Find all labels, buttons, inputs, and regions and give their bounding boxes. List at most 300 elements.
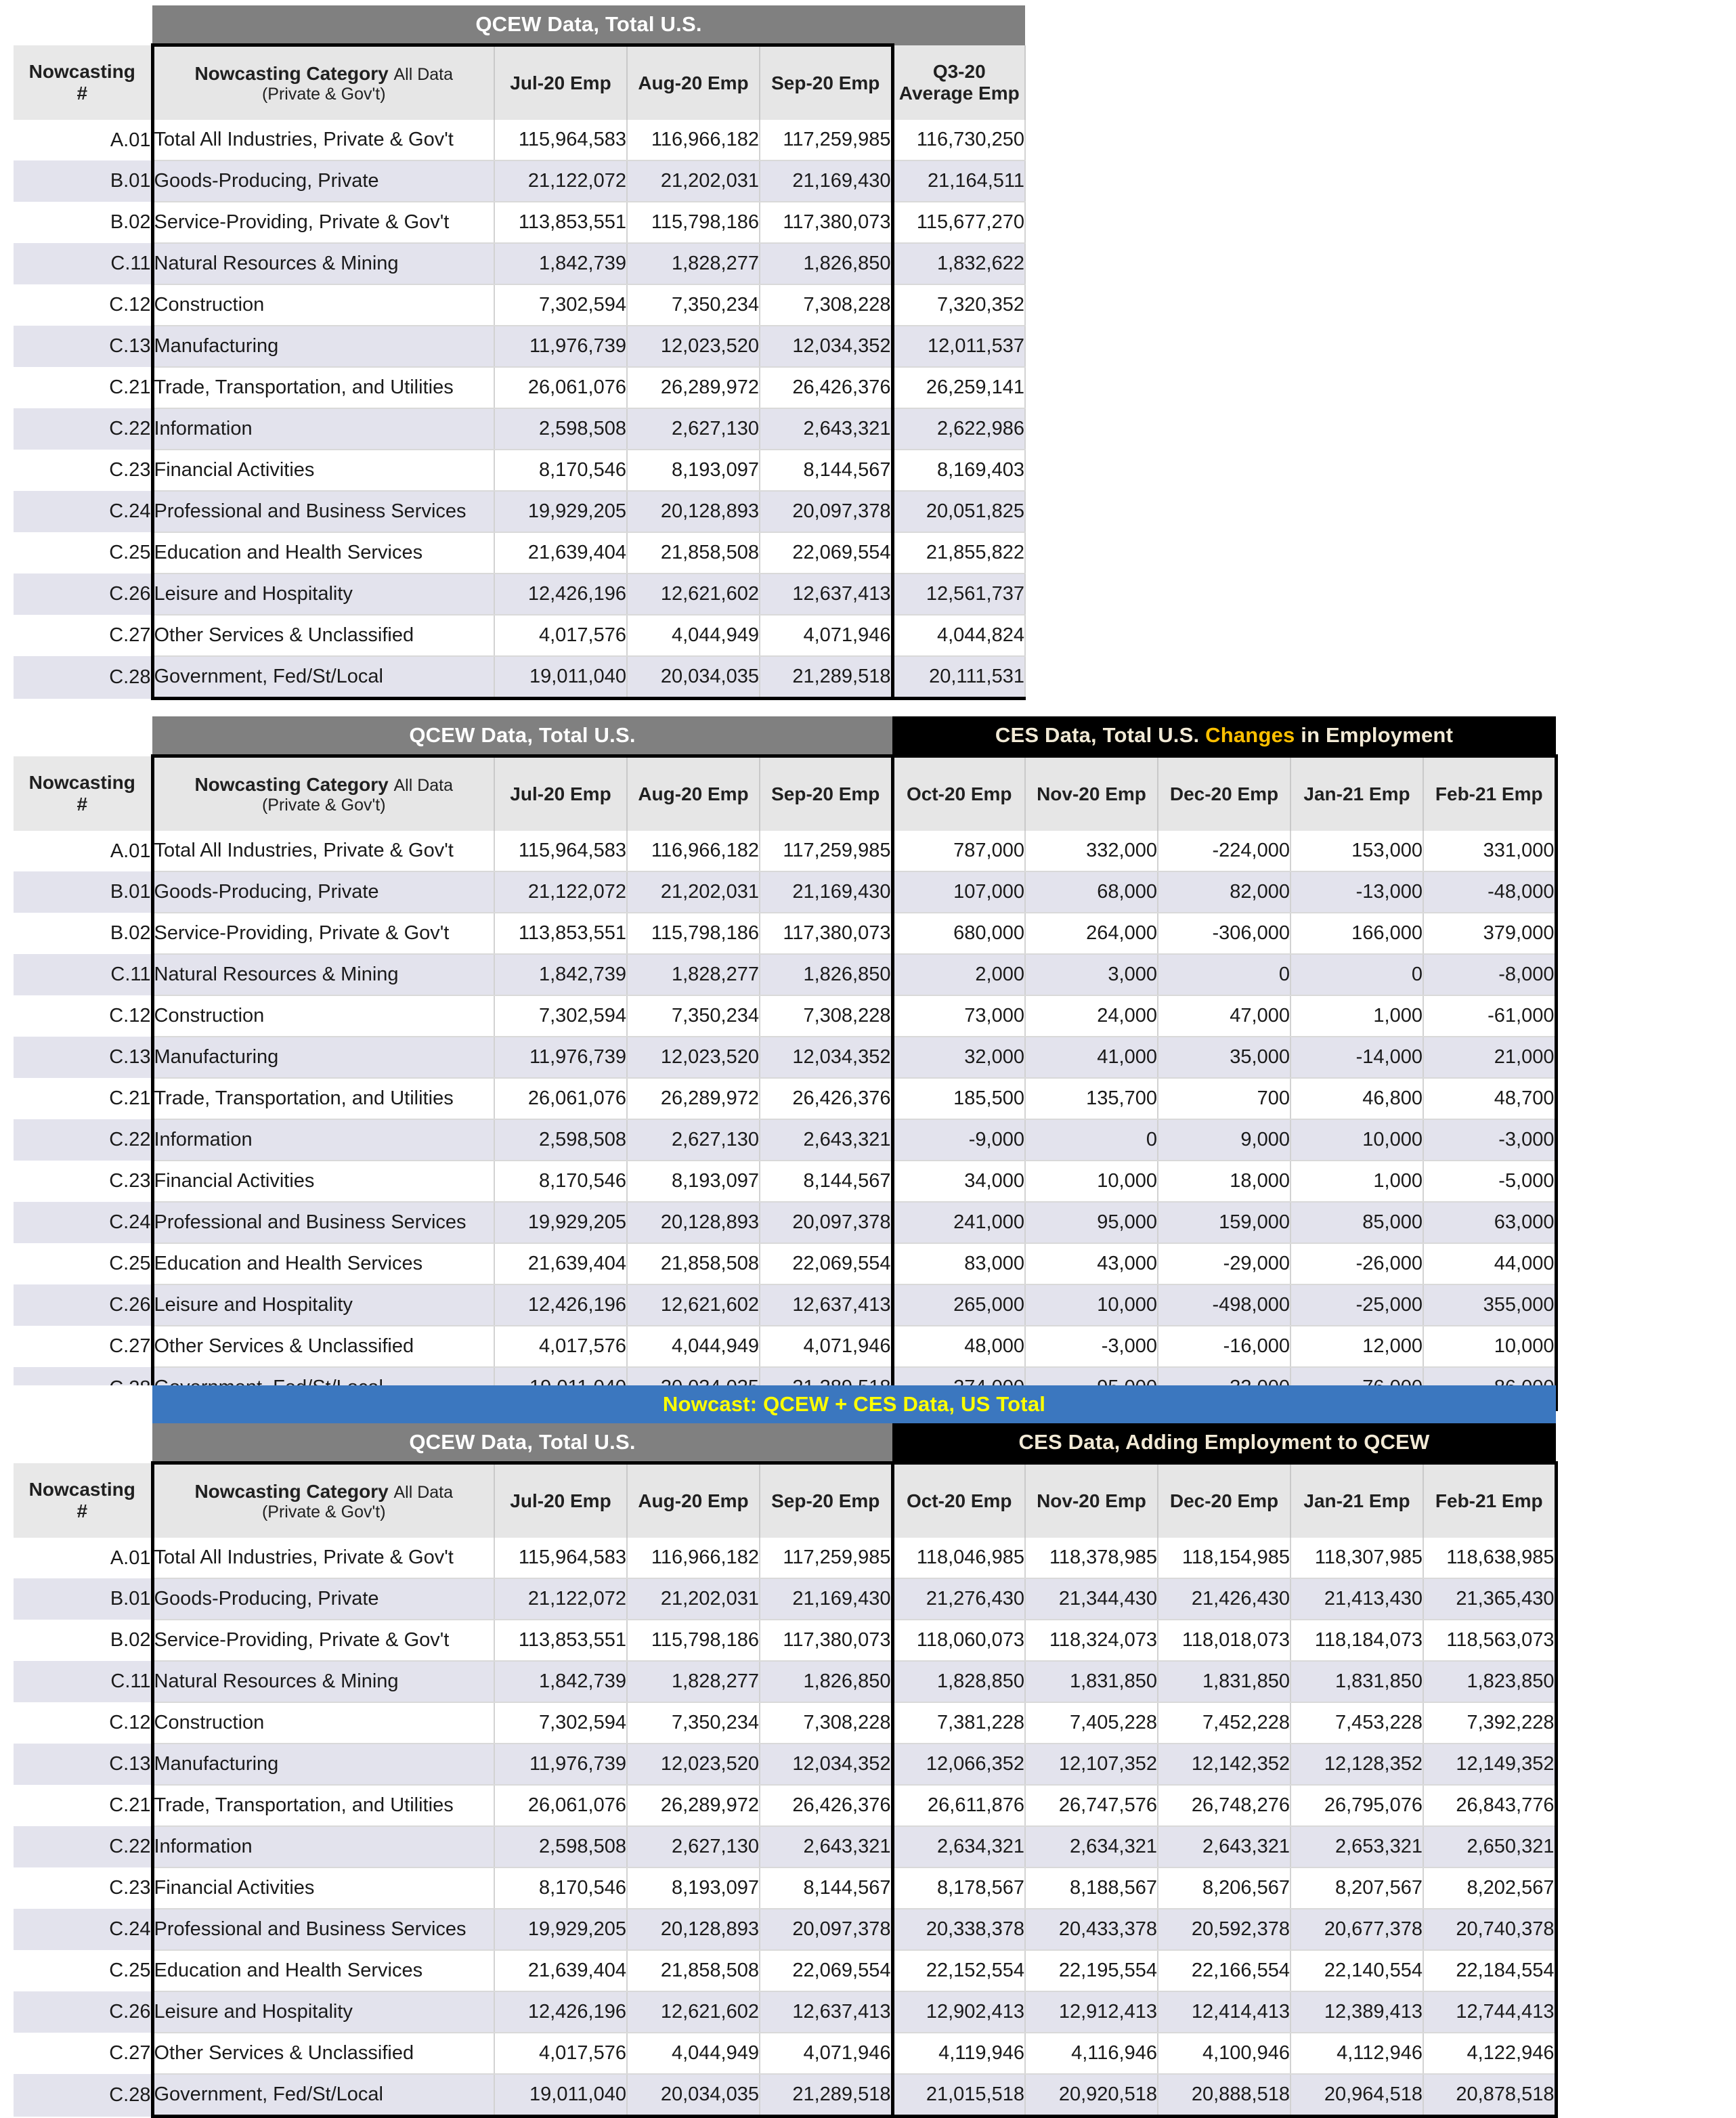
cell-dec20-ces-change: 700 bbox=[1158, 1078, 1290, 1119]
cell-aug20-emp: 20,128,893 bbox=[627, 1909, 760, 1950]
row-nowcasting-number: C.25 bbox=[14, 532, 152, 574]
cell-dec20-ces-change: -29,000 bbox=[1158, 1243, 1290, 1284]
banner-spacer-left bbox=[14, 5, 152, 45]
cell-jul20-emp: 19,011,040 bbox=[494, 656, 627, 699]
cell-sep20-emp: 21,289,518 bbox=[760, 656, 892, 699]
row-category-label: Education and Health Services bbox=[152, 1950, 494, 1991]
cell-oct20-nowcast-emp: 12,902,413 bbox=[892, 1991, 1025, 2033]
table-row bbox=[14, 1702, 1556, 1744]
cell-nov20-ces-change: 10,000 bbox=[1025, 1284, 1158, 1326]
cell-jul20-emp: 11,976,739 bbox=[494, 1037, 627, 1078]
cell-dec20-nowcast-emp: 4,100,946 bbox=[1158, 2033, 1290, 2074]
cell-feb21-nowcast-emp: 1,823,850 bbox=[1423, 1661, 1556, 1702]
cell-dec20-nowcast-emp: 8,206,567 bbox=[1158, 1867, 1290, 1909]
cell-dec20-nowcast-emp: 12,414,413 bbox=[1158, 1991, 1290, 2033]
cell-sep20-emp: 26,426,376 bbox=[760, 1785, 892, 1826]
cell-sep20-emp: 12,034,352 bbox=[760, 1744, 892, 1785]
cell-oct20-ces-change: 73,000 bbox=[892, 995, 1025, 1037]
cell-feb21-nowcast-emp: 118,563,073 bbox=[1423, 1620, 1556, 1661]
cell-oct20-ces-change: 32,000 bbox=[892, 1037, 1025, 1078]
table-1-qcew-q3 bbox=[14, 5, 1026, 700]
table-row bbox=[14, 1161, 1556, 1202]
row-category-label: Leisure and Hospitality bbox=[152, 1991, 494, 2033]
row-category-label: Goods-Producing, Private bbox=[152, 871, 494, 913]
header-feb21-3: Feb-21 Emp bbox=[1423, 1463, 1556, 1538]
table-1-body bbox=[14, 120, 1025, 699]
table-row bbox=[14, 243, 1025, 284]
cell-jul20-emp: 113,853,551 bbox=[494, 1620, 627, 1661]
cell-oct20-nowcast-emp: 21,276,430 bbox=[892, 1578, 1025, 1620]
cell-jan21-ces-change: -14,000 bbox=[1290, 1037, 1423, 1078]
cell-oct20-nowcast-emp: 118,060,073 bbox=[892, 1620, 1025, 1661]
cell-jul20-emp: 7,302,594 bbox=[494, 995, 627, 1037]
cell-jan21-ces-change: -13,000 bbox=[1290, 871, 1423, 913]
row-category-label: Service-Providing, Private & Gov't bbox=[152, 1620, 494, 1661]
cell-sep20-emp: 1,826,850 bbox=[760, 243, 892, 284]
cell-nov20-nowcast-emp: 2,634,321 bbox=[1025, 1826, 1158, 1867]
row-nowcasting-number: B.02 bbox=[14, 913, 152, 954]
cell-sep20-emp: 7,308,228 bbox=[760, 1702, 892, 1744]
row-category-label: Service-Providing, Private & Gov't bbox=[152, 202, 494, 243]
header-nowcasting-line2-3: # bbox=[77, 1500, 88, 1521]
header-nowcasting-number-2 bbox=[14, 756, 152, 831]
cell-jul20-emp: 12,426,196 bbox=[494, 1991, 627, 2033]
cell-nov20-ces-change: 264,000 bbox=[1025, 913, 1158, 954]
table-2-header-row bbox=[14, 756, 1556, 831]
cell-dec20-ces-change: 47,000 bbox=[1158, 995, 1290, 1037]
cell-feb21-ces-change: 331,000 bbox=[1423, 831, 1556, 871]
header-nowcasting-number-3 bbox=[14, 1463, 152, 1538]
cell-sep20-emp: 2,643,321 bbox=[760, 1119, 892, 1161]
table-row bbox=[14, 656, 1025, 699]
table-row bbox=[14, 1744, 1556, 1785]
cell-dec20-nowcast-emp: 118,154,985 bbox=[1158, 1538, 1290, 1578]
header-category-bold: Nowcasting Category bbox=[194, 62, 389, 84]
cell-nov20-ces-change: 10,000 bbox=[1025, 1161, 1158, 1202]
row-nowcasting-number: C.24 bbox=[14, 1909, 152, 1950]
cell-dec20-ces-change: -16,000 bbox=[1158, 1326, 1290, 1367]
cell-oct20-nowcast-emp: 2,634,321 bbox=[892, 1826, 1025, 1867]
cell-sep20-emp: 117,380,073 bbox=[760, 913, 892, 954]
table-row bbox=[14, 995, 1556, 1037]
table-3-banner-qcew: QCEW Data, Total U.S. bbox=[152, 1423, 892, 1463]
cell-nov20-ces-change: 41,000 bbox=[1025, 1037, 1158, 1078]
cell-jul20-emp: 2,598,508 bbox=[494, 408, 627, 450]
header-dec20-3: Dec-20 Emp bbox=[1158, 1463, 1290, 1538]
row-category-label: Natural Resources & Mining bbox=[152, 954, 494, 995]
table-2 bbox=[14, 716, 1558, 1411]
cell-feb21-ces-change: 355,000 bbox=[1423, 1284, 1556, 1326]
table-row bbox=[14, 1326, 1556, 1367]
cell-feb21-nowcast-emp: 4,122,946 bbox=[1423, 2033, 1556, 2074]
cell-feb21-ces-change: 21,000 bbox=[1423, 1037, 1556, 1078]
row-category-label: Financial Activities bbox=[152, 1867, 494, 1909]
cell-jan21-ces-change: 85,000 bbox=[1290, 1202, 1423, 1243]
cell-dec20-ces-change: 0 bbox=[1158, 954, 1290, 995]
cell-nov20-ces-change: -3,000 bbox=[1025, 1326, 1158, 1367]
cell-sep20-emp: 12,637,413 bbox=[760, 1284, 892, 1326]
cell-jan21-ces-change: 1,000 bbox=[1290, 995, 1423, 1037]
cell-nov20-nowcast-emp: 4,116,946 bbox=[1025, 2033, 1158, 2074]
cell-q3-average-emp: 8,169,403 bbox=[892, 450, 1025, 491]
cell-jan21-nowcast-emp: 12,128,352 bbox=[1290, 1744, 1423, 1785]
cell-q3-average-emp: 1,832,622 bbox=[892, 243, 1025, 284]
row-nowcasting-number: C.28 bbox=[14, 2074, 152, 2117]
table-3-banner-ces: CES Data, Adding Employment to QCEW bbox=[892, 1423, 1556, 1463]
cell-aug20-emp: 20,034,035 bbox=[627, 656, 760, 699]
cell-jul20-emp: 19,929,205 bbox=[494, 1909, 627, 1950]
cell-aug20-emp: 2,627,130 bbox=[627, 408, 760, 450]
cell-oct20-ces-change: 265,000 bbox=[892, 1284, 1025, 1326]
cell-sep20-emp: 26,426,376 bbox=[760, 367, 892, 408]
cell-jul20-emp: 21,122,072 bbox=[494, 871, 627, 913]
table-3-banner-row bbox=[14, 1423, 1556, 1463]
cell-nov20-ces-change: 43,000 bbox=[1025, 1243, 1158, 1284]
cell-aug20-emp: 21,858,508 bbox=[627, 1950, 760, 1991]
header-oct20-2: Oct-20 Emp bbox=[892, 756, 1025, 831]
row-nowcasting-number: C.12 bbox=[14, 284, 152, 326]
table-row bbox=[14, 1243, 1556, 1284]
table-row bbox=[14, 831, 1556, 871]
cell-oct20-ces-change: 2,000 bbox=[892, 954, 1025, 995]
row-nowcasting-number: A.01 bbox=[14, 1538, 152, 1578]
row-nowcasting-number: C.11 bbox=[14, 1661, 152, 1702]
table-row bbox=[14, 284, 1025, 326]
cell-q3-average-emp: 21,855,822 bbox=[892, 532, 1025, 574]
header-q3-average bbox=[892, 45, 1025, 121]
cell-dec20-ces-change: -306,000 bbox=[1158, 913, 1290, 954]
cell-q3-average-emp: 4,044,824 bbox=[892, 615, 1025, 656]
cell-feb21-nowcast-emp: 118,638,985 bbox=[1423, 1538, 1556, 1578]
cell-oct20-ces-change: 34,000 bbox=[892, 1161, 1025, 1202]
cell-nov20-nowcast-emp: 7,405,228 bbox=[1025, 1702, 1158, 1744]
cell-jul20-emp: 2,598,508 bbox=[494, 1826, 627, 1867]
cell-q3-average-emp: 12,011,537 bbox=[892, 326, 1025, 367]
cell-oct20-ces-change: 83,000 bbox=[892, 1243, 1025, 1284]
cell-aug20-emp: 115,798,186 bbox=[627, 913, 760, 954]
cell-feb21-ces-change: -8,000 bbox=[1423, 954, 1556, 995]
cell-sep20-emp: 2,643,321 bbox=[760, 1826, 892, 1867]
row-nowcasting-number: C.24 bbox=[14, 1202, 152, 1243]
cell-aug20-emp: 12,023,520 bbox=[627, 326, 760, 367]
row-nowcasting-number: B.01 bbox=[14, 871, 152, 913]
table-row bbox=[14, 1909, 1556, 1950]
cell-oct20-nowcast-emp: 12,066,352 bbox=[892, 1744, 1025, 1785]
row-nowcasting-number: C.11 bbox=[14, 243, 152, 284]
table-1 bbox=[14, 5, 1026, 700]
header-aug20: Aug-20 Emp bbox=[627, 45, 760, 121]
cell-jan21-ces-change: -25,000 bbox=[1290, 1284, 1423, 1326]
table-row bbox=[14, 160, 1025, 202]
cell-feb21-nowcast-emp: 21,365,430 bbox=[1423, 1578, 1556, 1620]
header-category-thin-2: All Data bbox=[393, 775, 454, 795]
row-category-label: Service-Providing, Private & Gov't bbox=[152, 913, 494, 954]
cell-aug20-emp: 20,128,893 bbox=[627, 1202, 760, 1243]
cell-jul20-emp: 21,122,072 bbox=[494, 160, 627, 202]
cell-oct20-nowcast-emp: 22,152,554 bbox=[892, 1950, 1025, 1991]
cell-aug20-emp: 1,828,277 bbox=[627, 243, 760, 284]
cell-aug20-emp: 21,202,031 bbox=[627, 1578, 760, 1620]
row-nowcasting-number: C.12 bbox=[14, 995, 152, 1037]
table-row bbox=[14, 450, 1025, 491]
row-nowcasting-number: C.21 bbox=[14, 367, 152, 408]
cell-jan21-ces-change: 1,000 bbox=[1290, 1161, 1423, 1202]
row-nowcasting-number: B.01 bbox=[14, 1578, 152, 1620]
cell-sep20-emp: 12,637,413 bbox=[760, 574, 892, 615]
cell-jul20-emp: 8,170,546 bbox=[494, 450, 627, 491]
cell-sep20-emp: 4,071,946 bbox=[760, 1326, 892, 1367]
header-category-bold-3: Nowcasting Category bbox=[194, 1480, 389, 1502]
cell-feb21-ces-change: -61,000 bbox=[1423, 995, 1556, 1037]
cell-dec20-ces-change: -498,000 bbox=[1158, 1284, 1290, 1326]
header-nov20-3: Nov-20 Emp bbox=[1025, 1463, 1158, 1538]
row-category-label: Other Services & Unclassified bbox=[152, 1326, 494, 1367]
cell-feb21-nowcast-emp: 20,740,378 bbox=[1423, 1909, 1556, 1950]
table-row bbox=[14, 615, 1025, 656]
table-row bbox=[14, 2074, 1556, 2117]
row-category-label: Government, Fed/St/Local bbox=[152, 656, 494, 699]
row-nowcasting-number: C.13 bbox=[14, 1037, 152, 1078]
cell-feb21-ces-change: -5,000 bbox=[1423, 1161, 1556, 1202]
table-3-title-banner: Nowcast: QCEW + CES Data, US Total bbox=[152, 1385, 1556, 1423]
table-1-header-row bbox=[14, 45, 1025, 121]
cell-jan21-nowcast-emp: 8,207,567 bbox=[1290, 1867, 1423, 1909]
table-row bbox=[14, 120, 1025, 160]
row-category-label: Education and Health Services bbox=[152, 532, 494, 574]
cell-dec20-nowcast-emp: 22,166,554 bbox=[1158, 1950, 1290, 1991]
cell-oct20-nowcast-emp: 8,178,567 bbox=[892, 1867, 1025, 1909]
table-row bbox=[14, 1119, 1556, 1161]
cell-q3-average-emp: 12,561,737 bbox=[892, 574, 1025, 615]
header-aug20-2: Aug-20 Emp bbox=[627, 756, 760, 831]
row-nowcasting-number: C.13 bbox=[14, 1744, 152, 1785]
cell-jan21-ces-change: 46,800 bbox=[1290, 1078, 1423, 1119]
cell-aug20-emp: 8,193,097 bbox=[627, 450, 760, 491]
header-category-3 bbox=[152, 1463, 494, 1538]
cell-q3-average-emp: 7,320,352 bbox=[892, 284, 1025, 326]
cell-aug20-emp: 12,023,520 bbox=[627, 1744, 760, 1785]
cell-sep20-emp: 22,069,554 bbox=[760, 532, 892, 574]
cell-jul20-emp: 115,964,583 bbox=[494, 831, 627, 871]
cell-jan21-nowcast-emp: 12,389,413 bbox=[1290, 1991, 1423, 2033]
cell-jan21-ces-change: 0 bbox=[1290, 954, 1423, 995]
row-nowcasting-number: C.22 bbox=[14, 1119, 152, 1161]
row-category-label: Information bbox=[152, 408, 494, 450]
cell-sep20-emp: 117,259,985 bbox=[760, 120, 892, 160]
cell-sep20-emp: 1,826,850 bbox=[760, 954, 892, 995]
row-nowcasting-number: C.26 bbox=[14, 574, 152, 615]
cell-sep20-emp: 20,097,378 bbox=[760, 1909, 892, 1950]
cell-dec20-ces-change: 82,000 bbox=[1158, 871, 1290, 913]
row-nowcasting-number: C.22 bbox=[14, 1826, 152, 1867]
cell-sep20-emp: 117,259,985 bbox=[760, 1538, 892, 1578]
cell-aug20-emp: 21,202,031 bbox=[627, 160, 760, 202]
table-2-qcew-ces-changes bbox=[14, 716, 1558, 1411]
table-2-banner-ces-part1: CES Data, Total U.S. bbox=[995, 723, 1200, 747]
cell-nov20-nowcast-emp: 12,912,413 bbox=[1025, 1991, 1158, 2033]
cell-sep20-emp: 117,259,985 bbox=[760, 831, 892, 871]
cell-jan21-nowcast-emp: 20,677,378 bbox=[1290, 1909, 1423, 1950]
table-row bbox=[14, 913, 1556, 954]
header-jan21-3: Jan-21 Emp bbox=[1290, 1463, 1423, 1538]
banner-spacer-left-3b bbox=[14, 1423, 152, 1463]
cell-oct20-ces-change: 680,000 bbox=[892, 913, 1025, 954]
cell-sep20-emp: 21,289,518 bbox=[760, 2074, 892, 2117]
cell-feb21-nowcast-emp: 8,202,567 bbox=[1423, 1867, 1556, 1909]
cell-jan21-ces-change: 10,000 bbox=[1290, 1119, 1423, 1161]
row-category-label: Manufacturing bbox=[152, 326, 494, 367]
row-category-label: Trade, Transportation, and Utilities bbox=[152, 367, 494, 408]
cell-sep20-emp: 7,308,228 bbox=[760, 995, 892, 1037]
cell-feb21-ces-change: 44,000 bbox=[1423, 1243, 1556, 1284]
cell-dec20-ces-change: 9,000 bbox=[1158, 1119, 1290, 1161]
cell-feb21-ces-change: 10,000 bbox=[1423, 1326, 1556, 1367]
cell-aug20-emp: 2,627,130 bbox=[627, 1119, 760, 1161]
header-nowcasting-line2-2: # bbox=[77, 793, 88, 815]
cell-oct20-nowcast-emp: 1,828,850 bbox=[892, 1661, 1025, 1702]
table-2-banner-ces-changes: Changes bbox=[1205, 723, 1295, 747]
row-nowcasting-number: C.27 bbox=[14, 1326, 152, 1367]
header-nowcasting-line1: Nowcasting bbox=[28, 60, 135, 82]
cell-aug20-emp: 20,034,035 bbox=[627, 2074, 760, 2117]
cell-jan21-nowcast-emp: 7,453,228 bbox=[1290, 1702, 1423, 1744]
cell-jul20-emp: 12,426,196 bbox=[494, 1284, 627, 1326]
row-category-label: Construction bbox=[152, 995, 494, 1037]
cell-sep20-emp: 21,169,430 bbox=[760, 160, 892, 202]
cell-dec20-nowcast-emp: 26,748,276 bbox=[1158, 1785, 1290, 1826]
table-row bbox=[14, 1037, 1556, 1078]
header-category-sub: (Private & Gov't) bbox=[261, 84, 386, 104]
cell-jul20-emp: 7,302,594 bbox=[494, 1702, 627, 1744]
cell-jan21-nowcast-emp: 2,653,321 bbox=[1290, 1826, 1423, 1867]
table-row bbox=[14, 1078, 1556, 1119]
cell-oct20-nowcast-emp: 20,338,378 bbox=[892, 1909, 1025, 1950]
cell-jan21-ces-change: -26,000 bbox=[1290, 1243, 1423, 1284]
cell-aug20-emp: 12,621,602 bbox=[627, 1284, 760, 1326]
table-row bbox=[14, 871, 1556, 913]
header-oct20-3: Oct-20 Emp bbox=[892, 1463, 1025, 1538]
row-nowcasting-number: C.23 bbox=[14, 1867, 152, 1909]
header-category-sub-3: (Private & Gov't) bbox=[261, 1502, 386, 1521]
cell-aug20-emp: 12,621,602 bbox=[627, 1991, 760, 2033]
table-1-banner-row bbox=[14, 5, 1025, 45]
table-3-nowcast bbox=[14, 1385, 1558, 2118]
cell-aug20-emp: 26,289,972 bbox=[627, 367, 760, 408]
cell-sep20-emp: 26,426,376 bbox=[760, 1078, 892, 1119]
row-category-label: Financial Activities bbox=[152, 1161, 494, 1202]
cell-jan21-nowcast-emp: 22,140,554 bbox=[1290, 1950, 1423, 1991]
cell-aug20-emp: 4,044,949 bbox=[627, 615, 760, 656]
cell-nov20-ces-change: 3,000 bbox=[1025, 954, 1158, 995]
cell-dec20-ces-change: 35,000 bbox=[1158, 1037, 1290, 1078]
table-row bbox=[14, 367, 1025, 408]
table-row bbox=[14, 1284, 1556, 1326]
table-row bbox=[14, 491, 1025, 532]
table-row bbox=[14, 2033, 1556, 2074]
cell-aug20-emp: 1,828,277 bbox=[627, 954, 760, 995]
cell-jan21-nowcast-emp: 21,413,430 bbox=[1290, 1578, 1423, 1620]
header-jul20-2: Jul-20 Emp bbox=[494, 756, 627, 831]
cell-jul20-emp: 4,017,576 bbox=[494, 615, 627, 656]
cell-nov20-nowcast-emp: 118,378,985 bbox=[1025, 1538, 1158, 1578]
row-nowcasting-number: C.27 bbox=[14, 615, 152, 656]
cell-feb21-ces-change: 63,000 bbox=[1423, 1202, 1556, 1243]
table-row bbox=[14, 1620, 1556, 1661]
cell-sep20-emp: 20,097,378 bbox=[760, 1202, 892, 1243]
row-category-label: Construction bbox=[152, 1702, 494, 1744]
cell-jul20-emp: 21,122,072 bbox=[494, 1578, 627, 1620]
row-nowcasting-number: C.21 bbox=[14, 1078, 152, 1119]
row-category-label: Other Services & Unclassified bbox=[152, 2033, 494, 2074]
cell-sep20-emp: 22,069,554 bbox=[760, 1243, 892, 1284]
cell-jan21-ces-change: 166,000 bbox=[1290, 913, 1423, 954]
table-row bbox=[14, 1538, 1556, 1578]
row-nowcasting-number: B.02 bbox=[14, 202, 152, 243]
cell-oct20-ces-change: 107,000 bbox=[892, 871, 1025, 913]
row-category-label: Total All Industries, Private & Gov't bbox=[152, 831, 494, 871]
row-category-label: Goods-Producing, Private bbox=[152, 1578, 494, 1620]
cell-q3-average-emp: 2,622,986 bbox=[892, 408, 1025, 450]
row-category-label: Other Services & Unclassified bbox=[152, 615, 494, 656]
header-category-2 bbox=[152, 756, 494, 831]
row-category-label: Trade, Transportation, and Utilities bbox=[152, 1078, 494, 1119]
cell-feb21-nowcast-emp: 7,392,228 bbox=[1423, 1702, 1556, 1744]
cell-aug20-emp: 21,858,508 bbox=[627, 1243, 760, 1284]
cell-dec20-nowcast-emp: 7,452,228 bbox=[1158, 1702, 1290, 1744]
cell-nov20-nowcast-emp: 118,324,073 bbox=[1025, 1620, 1158, 1661]
row-nowcasting-number: C.28 bbox=[14, 656, 152, 699]
cell-sep20-emp: 12,034,352 bbox=[760, 1037, 892, 1078]
cell-jul20-emp: 11,976,739 bbox=[494, 1744, 627, 1785]
cell-feb21-nowcast-emp: 22,184,554 bbox=[1423, 1950, 1556, 1991]
cell-aug20-emp: 26,289,972 bbox=[627, 1785, 760, 1826]
table-row bbox=[14, 408, 1025, 450]
row-nowcasting-number: C.25 bbox=[14, 1243, 152, 1284]
cell-dec20-nowcast-emp: 2,643,321 bbox=[1158, 1826, 1290, 1867]
table-3-body bbox=[14, 1538, 1556, 2117]
row-nowcasting-number: C.24 bbox=[14, 491, 152, 532]
row-category-label: Professional and Business Services bbox=[152, 491, 494, 532]
cell-oct20-ces-change: 185,500 bbox=[892, 1078, 1025, 1119]
cell-aug20-emp: 2,627,130 bbox=[627, 1826, 760, 1867]
cell-sep20-emp: 8,144,567 bbox=[760, 1867, 892, 1909]
row-category-label: Construction bbox=[152, 284, 494, 326]
header-category-bold-2: Nowcasting Category bbox=[194, 773, 389, 795]
table-row bbox=[14, 954, 1556, 995]
row-category-label: Professional and Business Services bbox=[152, 1202, 494, 1243]
table-row bbox=[14, 1867, 1556, 1909]
cell-jul20-emp: 1,842,739 bbox=[494, 1661, 627, 1702]
row-category-label: Total All Industries, Private & Gov't bbox=[152, 1538, 494, 1578]
cell-feb21-nowcast-emp: 12,744,413 bbox=[1423, 1991, 1556, 2033]
header-sep20: Sep-20 Emp bbox=[760, 45, 892, 121]
row-category-label: Professional and Business Services bbox=[152, 1909, 494, 1950]
cell-aug20-emp: 4,044,949 bbox=[627, 2033, 760, 2074]
table-row bbox=[14, 326, 1025, 367]
cell-nov20-ces-change: 0 bbox=[1025, 1119, 1158, 1161]
cell-dec20-nowcast-emp: 20,592,378 bbox=[1158, 1909, 1290, 1950]
cell-feb21-nowcast-emp: 26,843,776 bbox=[1423, 1785, 1556, 1826]
table-row bbox=[14, 1578, 1556, 1620]
cell-aug20-emp: 12,621,602 bbox=[627, 574, 760, 615]
cell-jul20-emp: 2,598,508 bbox=[494, 1119, 627, 1161]
row-category-label: Leisure and Hospitality bbox=[152, 574, 494, 615]
cell-dec20-ces-change: 159,000 bbox=[1158, 1202, 1290, 1243]
header-nowcasting-line2: # bbox=[77, 82, 88, 104]
table-row bbox=[14, 1202, 1556, 1243]
cell-sep20-emp: 2,643,321 bbox=[760, 408, 892, 450]
table-2-body bbox=[14, 831, 1556, 1410]
